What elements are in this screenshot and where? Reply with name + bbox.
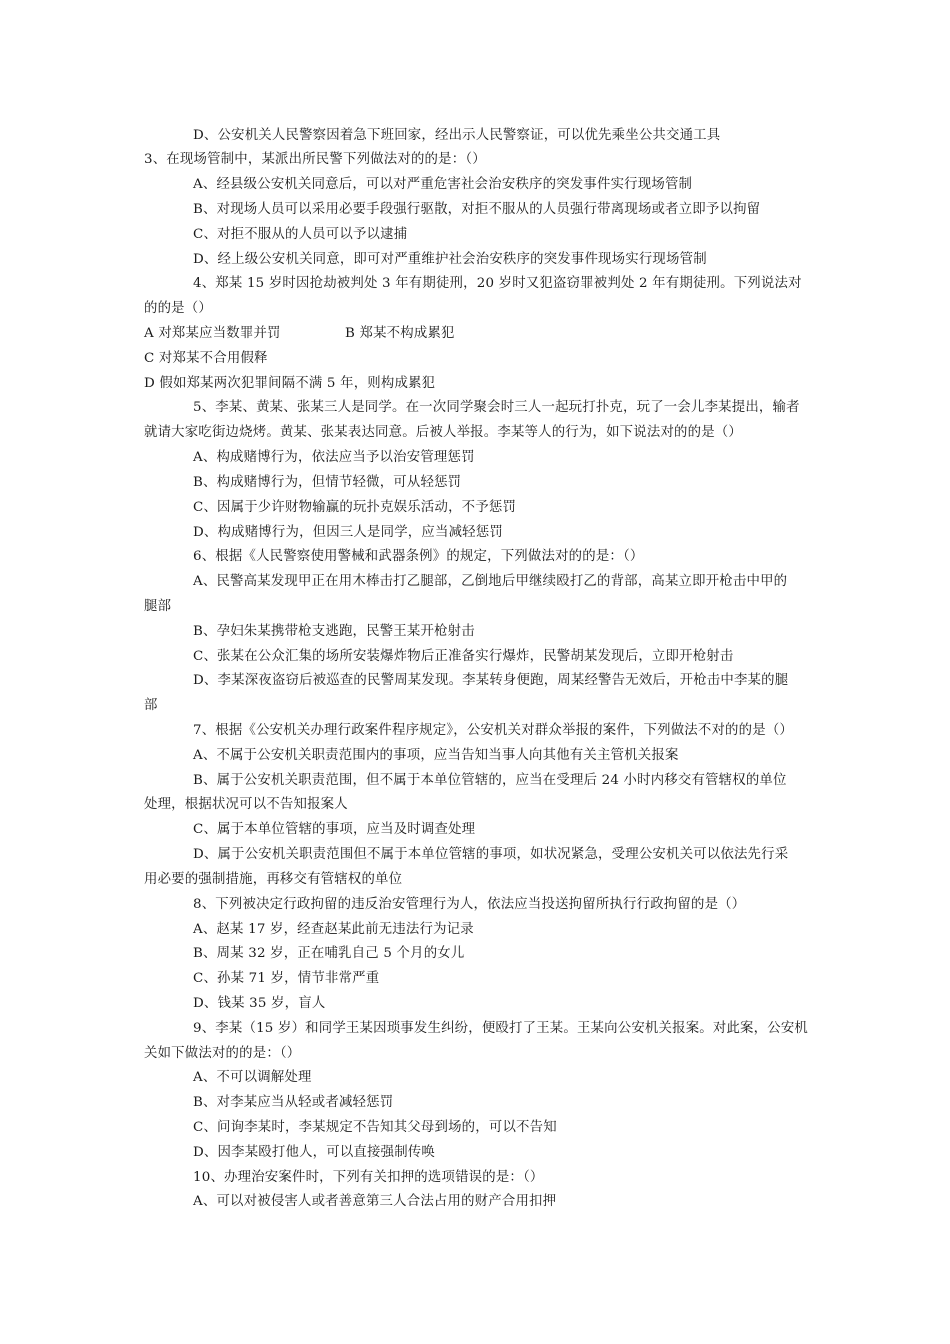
option-line: B、对现场人员可以采用必要手段强行驱散，对拒不服从的人员强行带离现场或者立即予以拘留 [193, 202, 761, 217]
question-line: 7、根据《公安机关办理行政案件程序规定》，公安机关对群众举报的案件，下列做法不对的的是（） [193, 723, 794, 738]
text-line: D、公安机关人民警察因着急下班回家，经出示人民警察证，可以优先乘坐公共交通工具 [193, 128, 721, 143]
text-line: 关如下做法对的的是：（） [144, 1046, 301, 1061]
option-line: B、对李某应当从轻或者减轻惩罚 [193, 1095, 394, 1110]
option-line: A、经县级公安机关同意后，可以对严重危害社会治安秩序的突发事件实行现场管制 [193, 177, 693, 192]
option-line: B、属于公安机关职责范围，但不属于本单位管辖的，应当在受理后 24 小时内移交有管辖权的单位 [193, 773, 787, 788]
option-line: A、赵某 17 岁，经查赵某此前无违法行为记录 [193, 922, 474, 937]
question-line: 6、根据《人民警察使用警械和武器条例》的规定，下列做法对的的是：（） [193, 549, 644, 564]
text-line: 腿部 [144, 599, 172, 614]
option-line: D、属于公安机关职责范围但不属于本单位管辖的事项，如状况紧急，受理公安机关可以依法先行采 [193, 847, 789, 862]
option-line: D、李某深夜盗窃后被巡查的民警周某发现。李某转身便跑，周某经警告无效后，开枪击中李某的腿 [193, 673, 789, 688]
text-line: 部 [144, 698, 158, 713]
option-line: A、构成赌博行为，依法应当予以治安管理惩罚 [193, 450, 475, 465]
option-line: A、不可以调解处理 [193, 1070, 312, 1085]
text-line: 处理，根据状况可以不告知报案人 [144, 797, 348, 812]
text-line: 就请大家吃街边烧烤。黄某、张某表达同意。后被人举报。李某等人的行为，如下说法对的的是（） [144, 425, 742, 440]
option-line: C 对郑某不合用假释 [144, 351, 268, 366]
option-line: C、张某在公众汇集的场所安装爆炸物后正准备实行爆炸，民警胡某发现后，立即开枪射击 [193, 649, 734, 664]
option-line: C、孙某 71 岁，情节非常严重 [193, 971, 380, 986]
text-line: 用必要的强制措施，再移交有管辖权的单位 [144, 872, 403, 887]
option-line: A 对郑某应当数罪并罚 [144, 326, 281, 341]
option-line: D、经上级公安机关同意，即可对严重维护社会治安秩序的突发事件现场实行现场管制 [193, 252, 707, 267]
option-line: B、构成赌博行为，但情节轻微，可从轻惩罚 [193, 475, 462, 490]
option-line: B、孕妇朱某携带枪支逃跑，民警王某开枪射击 [193, 624, 475, 639]
option-line: D、钱某 35 岁，盲人 [193, 996, 326, 1011]
question-line: 9、李某（15 岁）和同学王某因琐事发生纠纷，便殴打了王某。王某向公安机关报案。对此案，公安机 [193, 1021, 809, 1036]
option-line: D 假如郑某两次犯罪间隔不满 5 年，则构成累犯 [144, 376, 436, 391]
question-line: 8、下列被决定行政拘留的违反治安管理行为人，依法应当投送拘留所执行行政拘留的是（） [193, 897, 746, 912]
option-line: A、民警高某发现甲正在用木棒击打乙腿部，乙倒地后甲继续殴打乙的背部，高某立即开枪击中甲的 [193, 574, 788, 589]
option-line: D、构成赌博行为，但因三人是同学，应当减轻惩罚 [193, 525, 503, 540]
text-line: 的的是（） [144, 301, 212, 316]
option-line: C、问询李某时，李某规定不告知其父母到场的，可以不告知 [193, 1120, 557, 1135]
question-line: 5、李某、黄某、张某三人是同学。在一次同学聚会时三人一起玩打扑克，玩了一会儿李某提出，输者 [193, 400, 800, 415]
option-line: B 郑某不构成累犯 [345, 326, 455, 341]
option-line: C、对拒不服从的人员可以予以逮捕 [193, 227, 408, 242]
option-line: C、属于本单位管辖的事项，应当及时调查处理 [193, 822, 476, 837]
option-line: A、不属于公安机关职责范围内的事项，应当告知当事人向其他有关主管机关报案 [193, 748, 679, 763]
option-line: A、可以对被侵害人或者善意第三人合法占用的财产合用扣押 [193, 1194, 557, 1209]
question-line: 3、在现场管制中，某派出所民警下列做法对的的是：（） [144, 152, 486, 167]
option-line: B、周某 32 岁，正在哺乳自己 5 个月的女儿 [193, 946, 465, 961]
option-line: C、因属于少许财物输赢的玩扑克娱乐活动，不予惩罚 [193, 500, 517, 515]
question-line: 4、郑某 15 岁时因抢劫被判处 3 年有期徒刑，20 岁时又犯盗窃罪被判处 2 年有期徒刑。下列说法对 [193, 276, 802, 291]
option-line: D、因李某殴打他人，可以直接强制传唤 [193, 1145, 435, 1160]
question-line: 10、办理治安案件时，下列有关扣押的选项错误的是：（） [193, 1170, 544, 1185]
